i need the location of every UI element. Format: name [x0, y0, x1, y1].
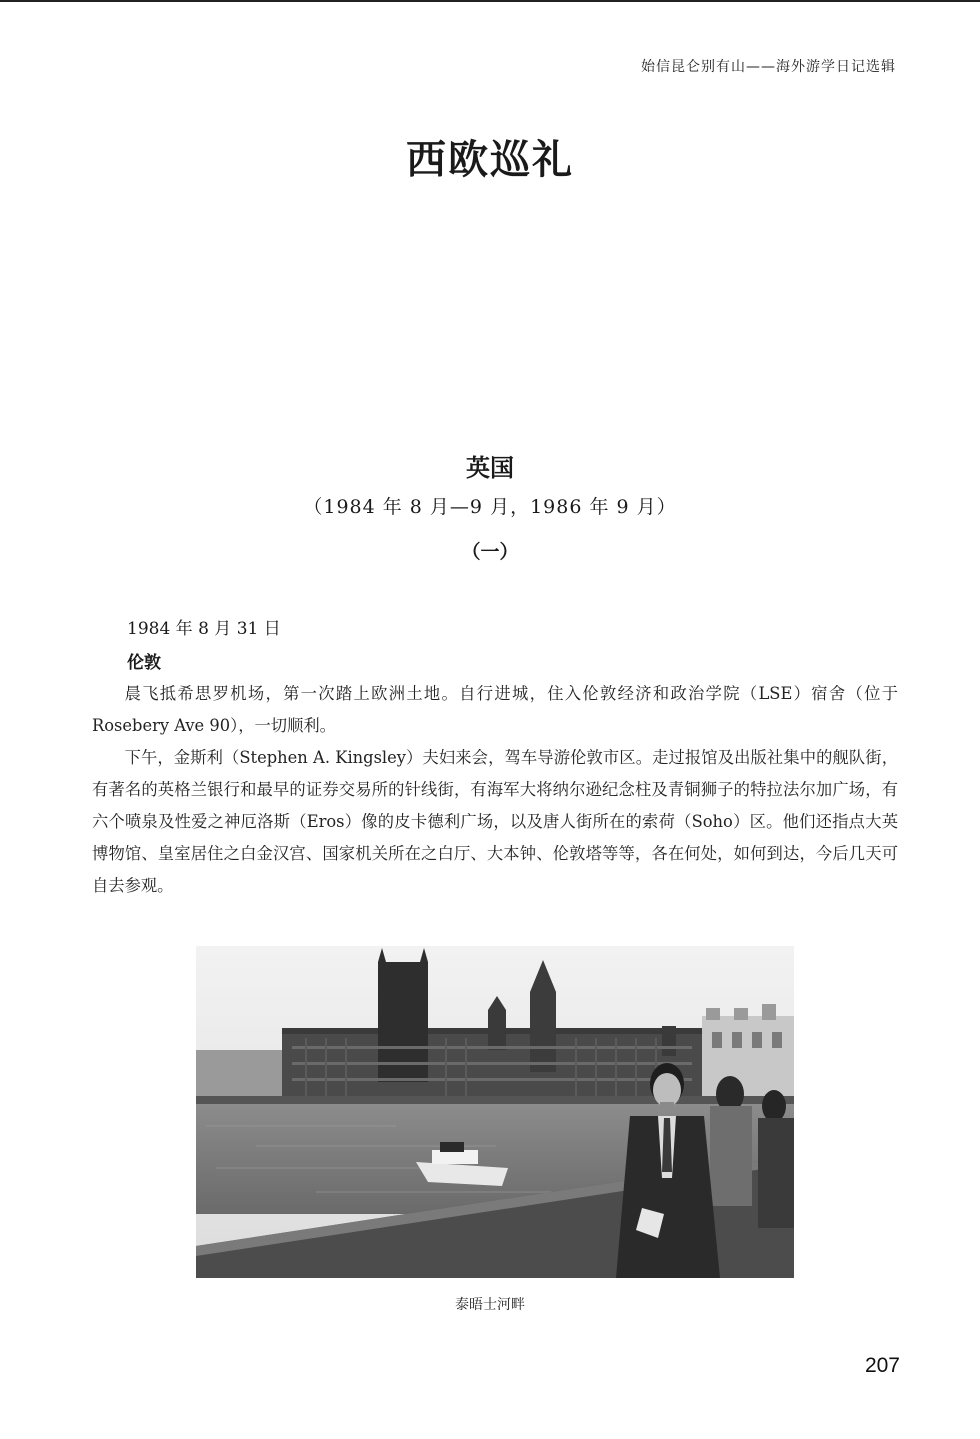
photo-drawing — [196, 946, 794, 1278]
top-rule — [0, 0, 980, 2]
thames-photo — [196, 946, 794, 1278]
entry-date: 1984 年 8 月 31 日 — [127, 619, 281, 639]
paragraph: 晨飞抵希思罗机场，第一次踏上欧洲土地。自行进城，住入伦敦经济和政治学院（LSE）宿舍（位于 Rosebery Ave 90），一切顺利。 — [92, 684, 898, 735]
entry-place: 伦敦 — [127, 653, 161, 673]
running-header: 始信昆仑别有山——海外游学日记选辑 — [641, 59, 896, 75]
part-label: （一） — [461, 541, 519, 563]
entry-body — [92, 678, 898, 902]
page-number: 207 — [864, 1354, 900, 1377]
section-title: 英国 — [466, 454, 514, 482]
section-dates: （1984 年 8 月—9 月，1986 年 9 月） — [303, 496, 677, 518]
photo-caption: 泰晤士河畔 — [455, 1297, 525, 1313]
chapter-title: 西欧巡礼 — [406, 136, 574, 183]
paragraph: 下午，金斯利（Stephen A. Kingsley）夫妇来会，驾车导游伦敦市区。走过报馆及出版社集中的舰队街，有著名的英格兰银行和最早的证券交易所的针线街，有海军大将纳尔逊纪念柱及青铜狮子的特拉法尔加广场，有六个喷泉及性爱之神厄洛斯（Eros）像的皮卡德利广场，以及唐人街所在的索荷（Soho）区。他们还指点大英博物馆、皇室居住之白金汉宫、国家机关所在之白厅、大本钟、伦敦塔等等，各在何处，如何到达，今后几天可自去参观。 — [92, 748, 898, 895]
